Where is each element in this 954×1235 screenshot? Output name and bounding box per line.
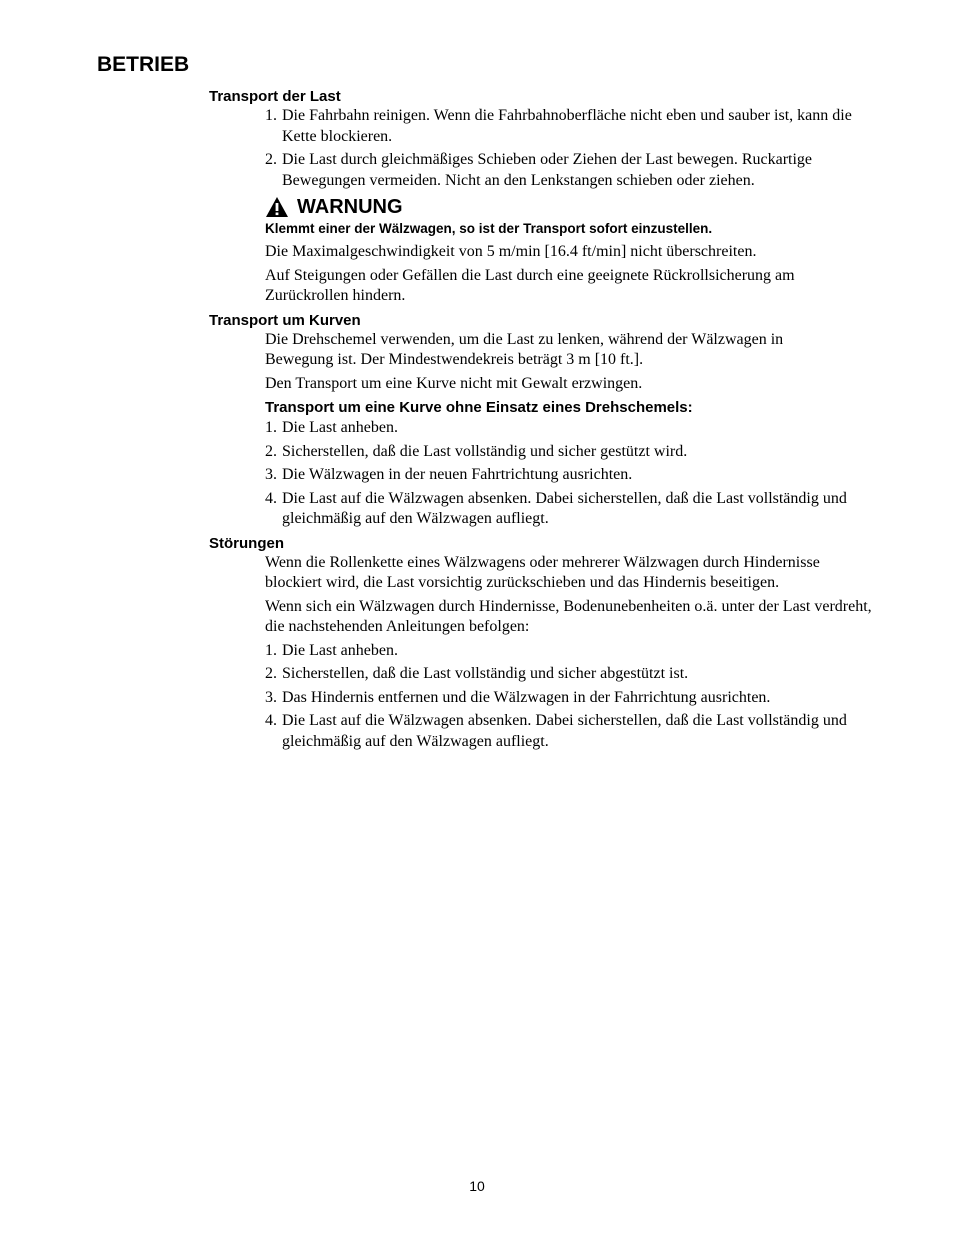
list-item-text: Die Last durch gleichmäßiges Schieben oder Ziehen der Last bewegen. Ruckartige Bewegungen vermeiden. Nicht an den Lenkstangen schieben oder ziehen. [282,151,813,189]
warning-triangle-icon [265,196,289,218]
warning-bold-text: Klemmt einer der Wälzwagen, so ist der Transport sofort einzustellen. [265,221,713,236]
list-item-number: 1. [265,419,277,436]
list-item [265,489,879,530]
list-item-number: 4. [265,712,277,729]
page-number: 10 [469,1178,485,1194]
stoerungen-steps [265,641,879,753]
list-item [265,664,879,685]
list-item-number: 3. [265,466,277,483]
list-item-text: Die Last anheben. [282,641,398,659]
transport-kurven-block [265,330,879,530]
list-item-text: Die Last anheben. [282,419,398,436]
kurven-paragraph: Den Transport um eine Kurve nicht mit Gewalt erzwingen. [265,374,643,392]
warning-paragraph: Die Maximalgeschwindigkeit von 5 m/min [16.4 ft/min] nicht überschreiten. [265,243,757,260]
list-item [265,711,879,752]
list-item-number: 2. [265,665,277,682]
stoerungen-paragraph: Wenn die Rollenkette eines Wälzwagens oder mehrerer Wälzwagen durch Hindernisse blockiert wird, die Last vorsichtig zurückschieben und das Hindernis beseitigen. [265,553,820,591]
list-item [265,418,879,439]
heading-transport-der-last: Transport der Last [209,88,341,105]
list-item-number: 4. [265,489,277,507]
list-item-number: 2. [265,151,277,168]
list-item [265,688,879,709]
section-title: BETRIEB [97,53,190,76]
list-item-text: Das Hindernis entfernen und die Wälzwagen in der Fahrrichtung ausrichten. [282,688,771,706]
list-item [265,641,879,662]
transport-last-steps [265,106,879,191]
list-item-text: Sicherstellen, daß die Last vollständig und sicher abgestützt ist. [282,665,689,682]
stoerungen-block [265,553,879,753]
list-item-text: Die Fahrbahn reinigen. Wenn die Fahrbahnoberfläche nicht eben und sauber ist, kann die Kette blockieren. [282,107,852,145]
subheading-ohne-drehschemel: Transport um eine Kurve ohne Einsatz eines Drehschemels: [265,399,693,416]
warning-paragraph: Auf Steigungen oder Gefällen die Last durch eine geeignete Rückrollsicherung am Zurückrollen hindern. [265,266,795,304]
list-item-text: Sicherstellen, daß die Last vollständig und sicher gestützt wird. [282,442,688,460]
list-item-number: 2. [265,442,277,460]
list-item-text: Die Last auf die Wälzwagen absenken. Dabei sicherstellen, daß die Last vollständig und gleichmäßig auf den Wälzwagen aufliegt. [282,489,847,527]
list-item [265,150,879,191]
warning-header [265,194,879,220]
heading-transport-um-kurven: Transport um Kurven [209,311,361,329]
list-item-text: Die Wälzwagen in der neuen Fahrtrichtung ausrichten. [282,466,633,483]
list-item-text: Die Last auf die Wälzwagen absenken. Dabei sicherstellen, daß die Last vollständig und gleichmäßig auf den Wälzwagen aufliegt. [282,712,847,750]
warning-title: WARNUNG [297,196,403,218]
list-item-number: 3. [265,688,277,706]
kurven-paragraph: Die Drehschemel verwenden, um die Last zu lenken, während der Wälzwagen in Bewegung ist. Der Mindestwendekreis beträgt 3 m [10 ft.]. [265,330,784,368]
transport-last-block [265,106,879,307]
list-item [265,465,879,486]
list-item [265,442,879,463]
stoerungen-paragraph: Wenn sich ein Wälzwagen durch Hindernisse, Bodenunebenheiten o.ä. unter der Last verdreht, die nachstehenden Anleitungen befolgen: [265,597,872,635]
heading-stoerungen: Störungen [209,534,284,552]
content-area [209,87,879,755]
list-item [265,106,879,147]
kurven-steps [265,418,879,530]
list-item-number: 1. [265,107,277,124]
list-item-number: 1. [265,641,277,659]
